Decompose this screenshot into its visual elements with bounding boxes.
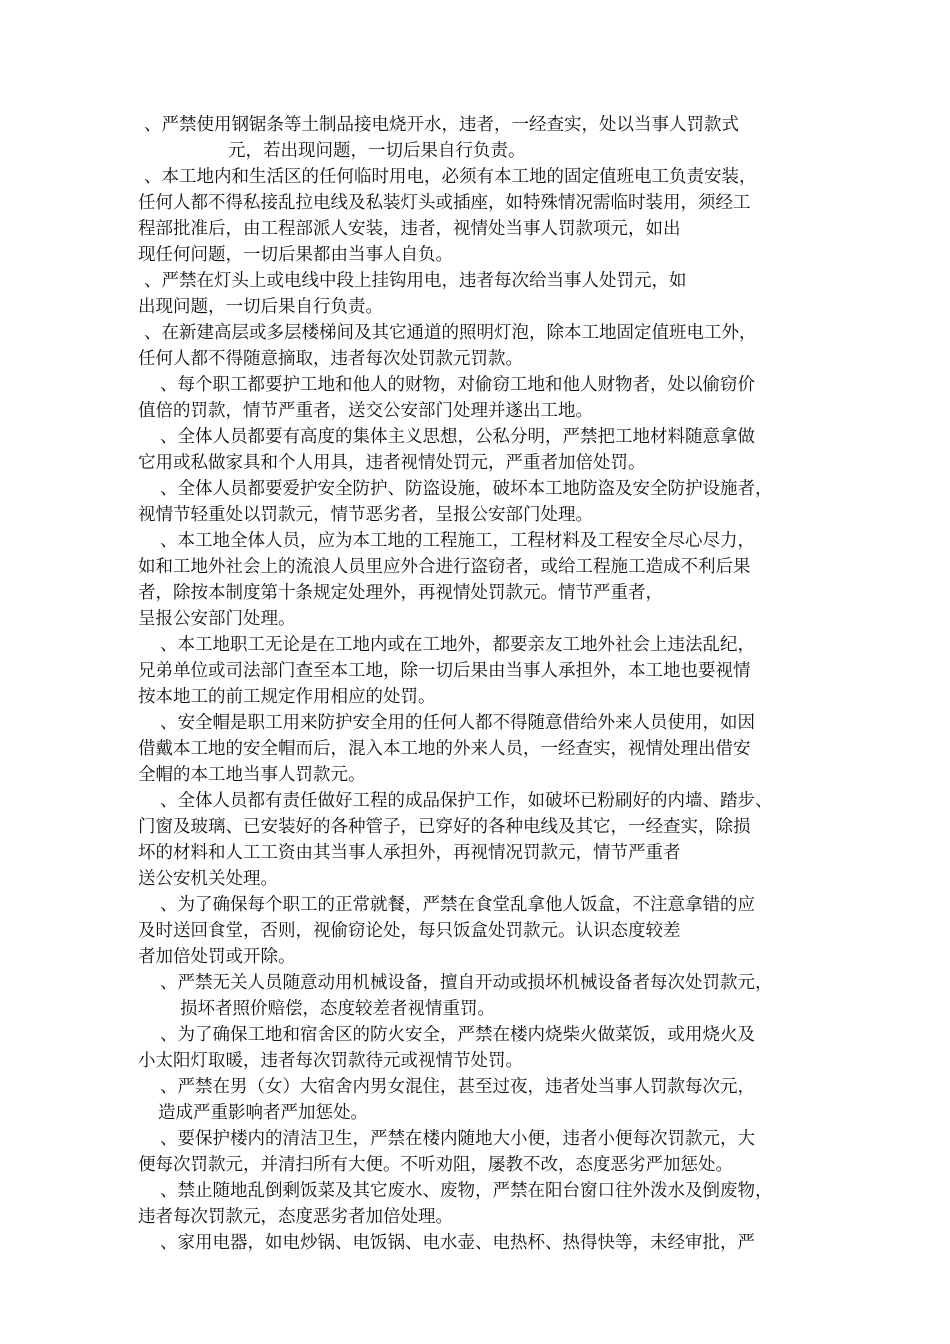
text-line: 、本工地内和生活区的任何临时用电，必须有本工地的固定值班电工负责安装， — [144, 167, 757, 187]
text-line: 、家用电器，如电炒锅、电饭锅、电水壶、电热杯、热得快等，未经审批，严 — [160, 1233, 755, 1253]
text-line: 、本工地职工无论是在工地内或在工地外，都要亲友工地外社会上违法乱纪， — [160, 635, 755, 655]
text-line: 违者每次罚款元，态度恶劣者加倍处理。 — [138, 1207, 453, 1227]
text-line: 视情节轻重处以罚款元，情节恶劣者，呈报公安部门处理。 — [138, 505, 593, 525]
text-line: 值倍的罚款，情节严重者，送交公安部门处理并遂出工地。 — [138, 401, 593, 421]
text-line: 送公安机关处理。 — [138, 869, 278, 889]
text-line: 损坏者照价赔偿，态度较差者视情重罚。 — [180, 999, 495, 1019]
text-line: 、禁止随地乱倒剩饭菜及其它废水、废物，严禁在阳台窗口往外泼水及倒废物， — [160, 1181, 773, 1201]
text-line: 、安全帽是职工用来防护安全用的任何人都不得随意借给外来人员使用，如因 — [160, 713, 755, 733]
text-line: 、每个职工都要护工地和他人的财物，对偷窃工地和他人财物者，处以偷窃价 — [160, 375, 755, 395]
text-line: 、严禁在灯头上或电线中段上挂钩用电，违者每次给当事人处罚元，如 — [144, 271, 687, 291]
text-line: 如和工地外社会上的流浪人员里应外合进行盗窃者，或给工程施工造成不利后果 — [138, 557, 751, 577]
text-line: 现任何问题，一切后果都由当事人自负。 — [138, 245, 453, 265]
text-line: 、严禁在男（女）大宿舍内男女混住，甚至过夜，违者处当事人罚款每次元， — [160, 1077, 755, 1097]
text-line: 出现问题，一切后果自行负责。 — [138, 297, 383, 317]
text-line: 兄弟单位或司法部门查至本工地，除一切后果由当事人承担外，本工地也要视情 — [138, 661, 751, 681]
text-line: 坏的材料和人工工资由其当事人承担外，再视情况罚款元，情节严重者 — [138, 843, 681, 863]
text-line: 元，若出现问题，一切后果自行负责。 — [228, 141, 526, 161]
text-line: 、本工地全体人员，应为本工地的工程施工，工程材料及工程安全尽心尽力， — [160, 531, 755, 551]
text-line: 、为了确保工地和宿舍区的防火安全，严禁在楼内烧柴火做菜饭，或用烧火及 — [160, 1025, 755, 1045]
text-line: 任何人都不得私接乱拉电线及私装灯头或插座，如特殊情况需临时装用，须经工 — [138, 193, 751, 213]
text-line: 者加倍处罚或开除。 — [138, 947, 296, 967]
text-line: 、严禁无关人员随意动用机械设备，擅自开动或损坏机械设备者每次处罚款元， — [160, 973, 773, 993]
text-line: 、全体人员都有责任做好工程的成品保护工作，如破坏已粉刷好的内墙、踏步、 — [160, 791, 773, 811]
text-line: 造成严重影响者严加惩处。 — [158, 1103, 368, 1123]
text-line: 它用或私做家具和个人用具，违者视情处罚元，严重者加倍处罚。 — [138, 453, 646, 473]
text-line: 便每次罚款元，并清扫所有大便。不听劝阻，屡教不改，态度恶劣严加惩处。 — [138, 1155, 733, 1175]
text-line: 按本地工的前工规定作用相应的处罚。 — [138, 687, 436, 707]
text-line: 全帽的本工地当事人罚款元。 — [138, 765, 366, 785]
text-line: 、在新建高层或多层楼梯间及其它通道的照明灯泡，除本工地固定值班电工外， — [144, 323, 757, 343]
text-line: 借戴本工地的安全帽而后，混入本工地的外来人员，一经查实，视情处理出借安 — [138, 739, 751, 759]
text-line: 及时送回食堂，否则，视偷窃论处，每只饭盒处罚款元。认识态度较差 — [138, 921, 681, 941]
text-line: 门窗及玻璃、已安装好的各种管子，已穿好的各种电线及其它，一经查实，除损 — [138, 817, 751, 837]
text-line: 、全体人员都要爱护安全防护、防盗设施，破坏本工地防盗及安全防护设施者， — [160, 479, 773, 499]
text-line: 、要保护楼内的清洁卫生，严禁在楼内随地大小便，违者小便每次罚款元，大 — [160, 1129, 755, 1149]
text-line: 、全体人员都要有高度的集体主义思想，公私分明，严禁把工地材料随意拿做 — [160, 427, 755, 447]
text-line: 者，除按本制度第十条规定处理外，再视情处罚款元。情节严重者， — [138, 583, 663, 603]
text-line: 程部批准后，由工程部派人安装，违者，视情处当事人罚款项元，如出 — [138, 219, 681, 239]
text-line: 、为了确保每个职工的正常就餐，严禁在食堂乱拿他人饭盒，不注意拿错的应 — [160, 895, 755, 915]
text-line: 、严禁使用钢锯条等土制品接电烧开水，违者，一经查实，处以当事人罚款式 — [144, 115, 739, 135]
text-line: 小太阳灯取暖，违者每次罚款待元或视情节处罚。 — [138, 1051, 523, 1071]
text-line: 呈报公安部门处理。 — [138, 609, 296, 629]
text-line: 任何人都不得随意摘取，违者每次处罚款元罚款。 — [138, 349, 523, 369]
